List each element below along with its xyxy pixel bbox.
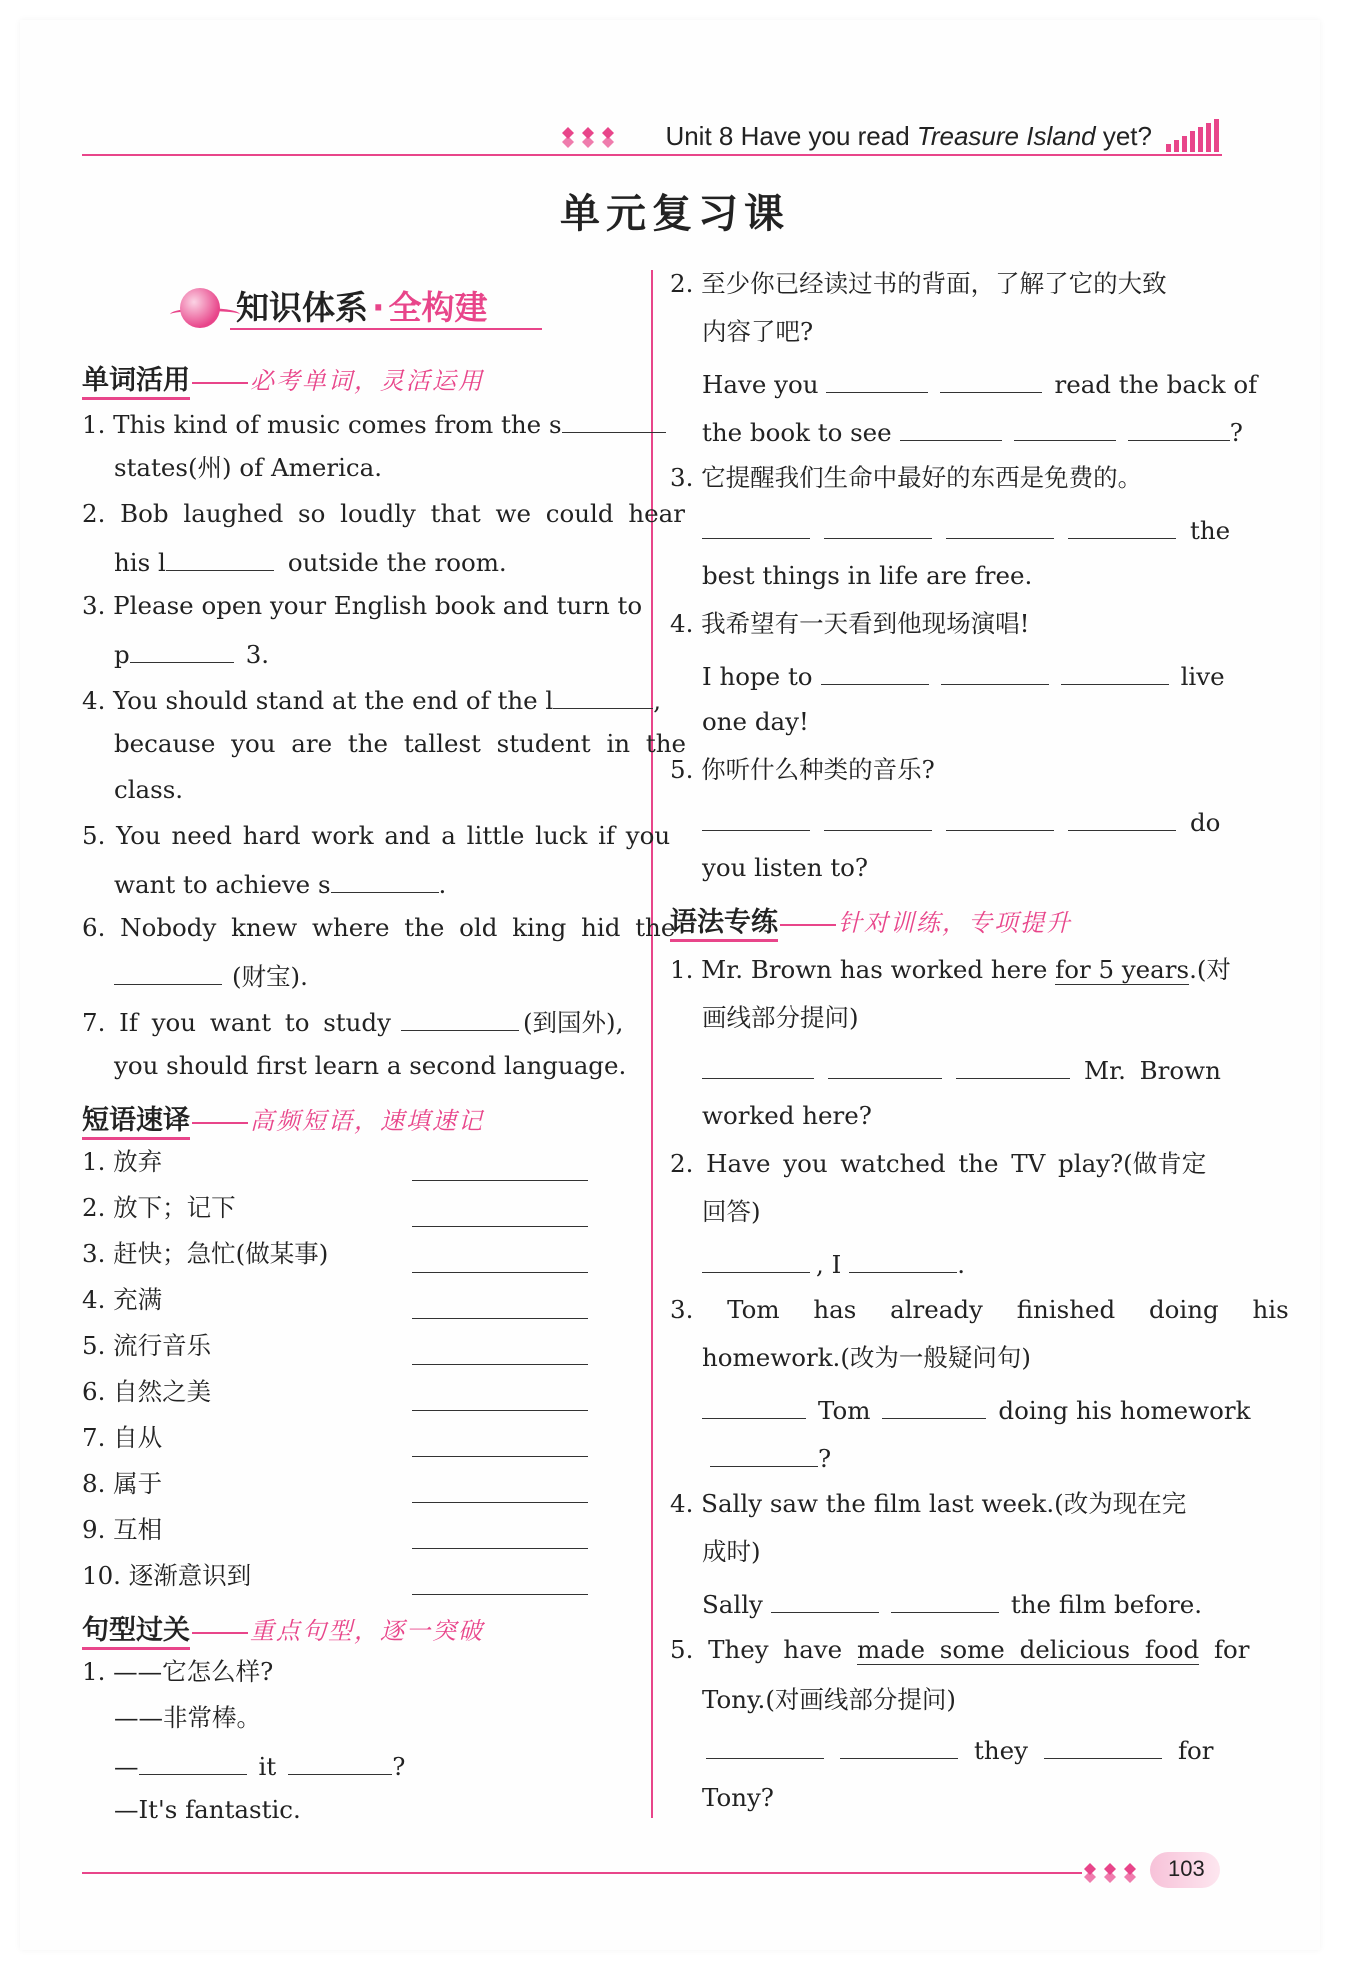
sentences-heading: 句型过关 重点句型，逐一突破: [82, 1608, 484, 1647]
answer-blank[interactable]: [412, 1456, 588, 1457]
answer-blank[interactable]: [824, 808, 932, 831]
answer-blank[interactable]: [412, 1272, 588, 1273]
answer-blank[interactable]: [702, 516, 810, 539]
vocab-q2-cont: his l outside the room.: [114, 548, 507, 577]
sentence-q2: 2. 至少你已经读过书的背面，了解了它的大致: [670, 269, 1167, 298]
answer-blank[interactable]: [706, 1736, 824, 1759]
answer-blank[interactable]: [824, 516, 932, 539]
answer-blank[interactable]: [1128, 418, 1230, 441]
vocab-heading: 单词活用 必考单词，灵活运用: [82, 358, 484, 397]
sentence-q3: 3. 它提醒我们生命中最好的东西是免费的。: [670, 463, 1143, 492]
answer-blank[interactable]: [331, 870, 439, 893]
answer-blank[interactable]: [940, 370, 1042, 393]
phrase-item: 8. 属于: [82, 1469, 163, 1498]
grammar-q1-answer-cont: worked here?: [702, 1101, 872, 1130]
vocab-q6-cont: (财宝).: [114, 962, 308, 990]
answer-blank[interactable]: [710, 1444, 818, 1467]
phrase-item: 2. 放下；记下: [82, 1193, 236, 1222]
answer-blank[interactable]: [130, 640, 234, 663]
sentence-q1-blank-line: — it ?: [114, 1752, 406, 1781]
answer-blank[interactable]: [702, 1056, 814, 1079]
grammar-q1: 1. Mr. Brown has worked here for 5 years.(对: [670, 955, 1231, 984]
phrase-item: 5. 流行音乐: [82, 1331, 212, 1360]
grammar-q3-answer-cont: ?: [710, 1444, 831, 1472]
grammar-q5-answer: they for: [706, 1736, 1214, 1764]
answer-blank[interactable]: [941, 662, 1049, 685]
answer-blank[interactable]: [139, 1752, 247, 1775]
answer-blank[interactable]: [821, 662, 929, 685]
signal-bars-icon: [1164, 118, 1222, 152]
answer-blank[interactable]: [702, 1250, 810, 1273]
answer-blank[interactable]: [288, 1752, 392, 1775]
diamonds-icon: [1082, 1861, 1142, 1885]
phrase-item: 3. 赶快；急忙(做某事): [82, 1239, 329, 1268]
sentence-q2-en-cont: the book to see ?: [702, 418, 1243, 447]
grammar-q4-answer: Sally the film before.: [702, 1590, 1203, 1619]
ball-icon: [180, 288, 220, 328]
answer-blank[interactable]: [412, 1180, 588, 1181]
grammar-q2: 2. Have you watched the TV play?(做肯定: [670, 1149, 1207, 1178]
answer-blank[interactable]: [412, 1410, 588, 1411]
phrase-item: 9. 互相: [82, 1515, 163, 1544]
page-number-badge: [1150, 1852, 1220, 1892]
phrase-item: 10. 逐渐意识到: [82, 1561, 252, 1590]
vocab-q2: 2. Bob laughed so loudly that we could hear: [82, 499, 685, 528]
sentence-q1-answer-cn: ——非常棒。: [114, 1703, 261, 1732]
answer-blank[interactable]: [891, 1590, 999, 1613]
phrase-item: 7. 自从: [82, 1423, 163, 1452]
vocab-q4-cont2: class.: [114, 775, 184, 804]
vocab-q5-cont: want to achieve s .: [114, 870, 447, 899]
grammar-q1-answer: Mr. Brown: [702, 1056, 1221, 1084]
grammar-q4-cont: 成时): [702, 1537, 761, 1566]
section-banner: [170, 276, 540, 336]
vocab-q4-cont: because you are the tallest student in the: [114, 729, 686, 758]
answer-blank[interactable]: [840, 1736, 958, 1759]
page-header: [82, 116, 1222, 156]
answer-blank[interactable]: [702, 1396, 806, 1419]
answer-blank[interactable]: [166, 548, 274, 571]
vocab-q7: 7. If you want to study (到国外),: [82, 1008, 624, 1037]
phrase-item: 4. 充满: [82, 1285, 163, 1314]
answer-blank[interactable]: [1068, 808, 1176, 831]
answer-blank[interactable]: [1068, 516, 1176, 539]
answer-blank[interactable]: [771, 1590, 879, 1613]
sentence-q4: 4. 我希望有一天看到他现场演唱!: [670, 609, 1030, 638]
vocab-q3: 3. Please open your English book and turn to: [82, 591, 643, 620]
answer-blank[interactable]: [946, 516, 1054, 539]
page-number: 103: [1168, 1856, 1205, 1881]
page-title: 单元复习课: [560, 190, 790, 237]
grammar-q3: 3. Tom has already finished doing his: [670, 1295, 1289, 1324]
grammar-q3-cont: homework.(改为一般疑问句): [702, 1343, 1031, 1372]
vocab-q1: 1. This kind of music comes from the s: [82, 410, 666, 438]
sentence-q1-answer-en: —It's fantastic.: [114, 1795, 301, 1824]
banner-underline: [230, 328, 542, 330]
answer-blank[interactable]: [1061, 662, 1169, 685]
grammar-q4: 4. Sally saw the film last week.(改为现在完: [670, 1489, 1187, 1518]
phrases-heading: 短语速译 高频短语，速填速记: [82, 1098, 484, 1137]
sentence-q1: 1. ——它怎么样?: [82, 1657, 274, 1686]
banner-title: 知识体系 · 全构建: [236, 288, 488, 327]
diamonds-icon: [560, 124, 622, 150]
answer-blank[interactable]: [114, 962, 222, 985]
grammar-q5: 5. They have made some delicious food for: [670, 1635, 1250, 1664]
grammar-q2-cont: 回答): [702, 1197, 761, 1226]
answer-blank[interactable]: [412, 1548, 588, 1549]
sentence-q4-en-cont: one day!: [702, 707, 809, 736]
grammar-q3-answer: Tom doing his homework: [702, 1396, 1250, 1424]
header-rule: [82, 154, 1222, 156]
sentence-q4-en: I hope to live: [702, 662, 1225, 691]
sentence-q5-en-cont: you listen to?: [702, 853, 869, 882]
answer-blank[interactable]: [900, 418, 1002, 441]
answer-blank[interactable]: [826, 370, 928, 393]
sentence-q5-en: do: [702, 808, 1220, 836]
phrase-item: 6. 自然之美: [82, 1377, 212, 1406]
grammar-q2-answer: , I .: [702, 1250, 965, 1278]
answer-blank[interactable]: [401, 1008, 519, 1031]
grammar-q1-cont: 画线部分提问): [702, 1003, 859, 1032]
answer-blank[interactable]: [882, 1396, 986, 1419]
answer-blank[interactable]: [412, 1502, 588, 1503]
answer-blank[interactable]: [412, 1364, 588, 1365]
sentence-q2-en: Have you read the back of: [702, 370, 1258, 399]
sentence-q5: 5. 你听什么种类的音乐?: [670, 755, 935, 784]
vocab-q6: 6. Nobody knew where the old king hid the: [82, 913, 676, 942]
answer-blank[interactable]: [702, 808, 810, 831]
answer-blank[interactable]: [828, 1056, 942, 1079]
vocab-q3-cont: p 3.: [114, 640, 270, 669]
answer-blank[interactable]: [553, 686, 653, 709]
unit-title: Unit 8 Have you read Treasure Island yet?: [665, 121, 1152, 151]
grammar-q5-cont: Tony.(对画线部分提问): [702, 1685, 956, 1714]
answer-blank[interactable]: [1044, 1736, 1162, 1759]
answer-blank[interactable]: [1014, 418, 1116, 441]
answer-blank[interactable]: [412, 1226, 588, 1227]
grammar-q5-answer-cont: Tony?: [702, 1783, 774, 1812]
phrase-item: 1. 放弃: [82, 1147, 163, 1176]
grammar-heading: 语法专练 针对训练，专项提升: [670, 900, 1072, 939]
sentence-q3-en: the: [702, 516, 1230, 544]
footer-rule: [82, 1872, 1082, 1874]
sentence-q3-en-cont: best things in life are free.: [702, 561, 1033, 590]
sentence-q2-cont: 内容了吧?: [702, 317, 814, 346]
answer-blank[interactable]: [412, 1318, 588, 1319]
answer-blank[interactable]: [412, 1594, 588, 1595]
vocab-q1-cont: states(州) of America.: [114, 453, 383, 482]
vocab-q4: 4. You should stand at the end of the l ,: [82, 686, 662, 715]
answer-blank[interactable]: [946, 808, 1054, 831]
vocab-q7-cont: you should first learn a second language.: [114, 1051, 627, 1080]
answer-blank[interactable]: [849, 1250, 957, 1273]
answer-blank[interactable]: [562, 410, 666, 433]
answer-blank[interactable]: [956, 1056, 1070, 1079]
vocab-q5: 5. You need hard work and a little luck if you: [82, 821, 671, 850]
